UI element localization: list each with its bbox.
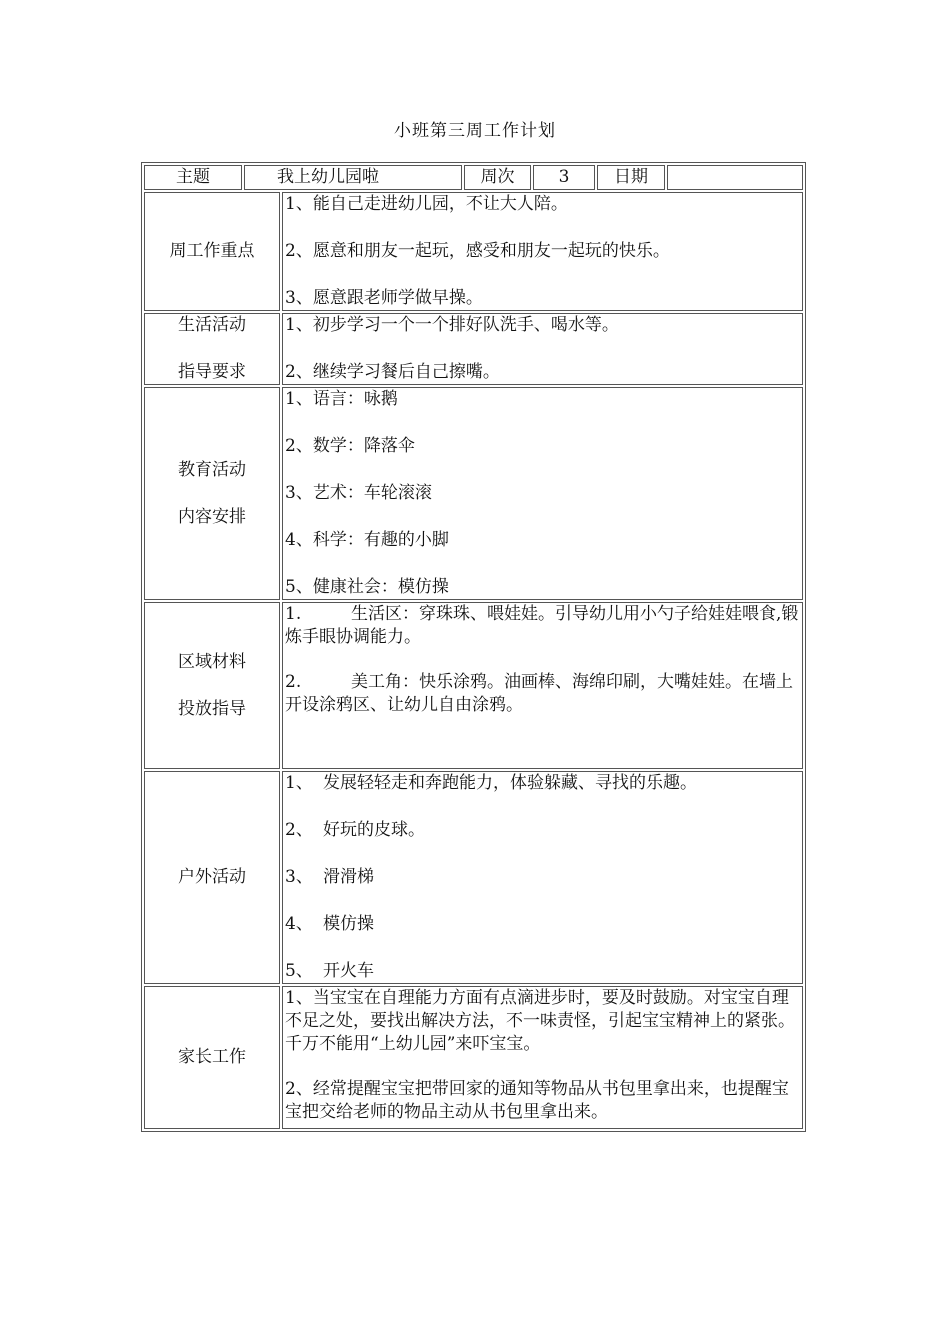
education-item: 4、科学：有趣的小脚 — [285, 530, 449, 550]
parents-label — [144, 986, 280, 1129]
life-label — [144, 313, 280, 385]
area-item — [285, 603, 800, 649]
focus-item: 1、能自己走进幼儿园，不让大人陪。 — [285, 194, 568, 214]
date-label: 日期 — [597, 165, 665, 190]
week-label: 周次 — [464, 165, 531, 190]
area-row — [144, 602, 803, 769]
header-row — [144, 165, 803, 190]
parents-item: 1、当宝宝在自理能力方面有点滴进步时，要及时鼓励。对宝宝自理不足之处，要找出解决方法，不一味责怪，引起宝宝精神上的紧张。千万不能用“上幼儿园”来吓宝宝。 — [285, 988, 795, 1054]
outdoor-item-text: 好玩的皮球。 — [323, 820, 425, 840]
outdoor-label-text: 户外活动 — [178, 867, 246, 887]
life-label-line: 生活活动 — [178, 315, 246, 335]
education-item: 1、语言：咏鹅 — [285, 389, 398, 409]
theme-label: 主题 — [144, 165, 242, 190]
page-title: 小班第三周工作计划 — [394, 121, 556, 141]
outdoor-row — [144, 771, 803, 984]
outdoor-item — [285, 913, 800, 936]
week-value: 3 — [533, 165, 595, 190]
focus-label — [144, 192, 280, 311]
outdoor-item-text: 发展轻轻走和奔跑能力，体验躲藏、寻找的乐趣。 — [323, 773, 697, 793]
education-label-line: 内容安排 — [178, 506, 246, 527]
area-item-number: 2. — [285, 672, 302, 692]
outdoor-content — [282, 771, 803, 984]
outdoor-item-number: 3、 — [285, 867, 313, 887]
outdoor-item — [285, 819, 800, 842]
education-item: 3、艺术：车轮滚滚 — [285, 483, 432, 503]
education-content — [282, 387, 803, 600]
life-content — [282, 313, 803, 385]
outdoor-item — [285, 866, 800, 889]
theme-value: 我上幼儿园啦 — [244, 165, 462, 190]
life-item: 2、继续学习餐后自己擦嘴。 — [285, 362, 500, 382]
area-label-line: 区域材料 — [178, 651, 246, 672]
life-row — [144, 313, 803, 385]
focus-label-text: 周工作重点 — [169, 241, 255, 261]
education-label-line: 教育活动 — [178, 459, 246, 480]
education-item: 2、数学：降落伞 — [285, 436, 415, 456]
focus-item: 3、愿意跟老师学做早操。 — [285, 288, 483, 308]
education-row — [144, 387, 803, 600]
outdoor-item-number: 1、 — [285, 773, 313, 793]
education-item: 5、健康社会：模仿操 — [285, 577, 449, 597]
outdoor-item — [285, 960, 800, 983]
parents-content — [282, 986, 803, 1129]
parents-item: 2、经常提醒宝宝把带回家的通知等物品从书包里拿出来，也提醒宝宝把交给老师的物品主动从书包里拿出来。 — [285, 1079, 789, 1122]
outdoor-item-text: 模仿操 — [323, 914, 374, 934]
outdoor-item-number: 5、 — [285, 961, 313, 981]
area-content — [282, 602, 803, 769]
education-label — [144, 387, 280, 600]
focus-content — [282, 192, 803, 311]
life-label-line: 指导要求 — [178, 362, 246, 382]
area-item-text: 美工角：快乐涂鸦。油画棒、海绵印刷，大嘴娃娃。在墙上开设涂鸦区、让幼儿自由涂鸦。 — [285, 672, 793, 715]
focus-row — [144, 192, 803, 311]
area-item-number: 1. — [285, 604, 302, 624]
area-item — [285, 671, 800, 717]
outdoor-item-number: 4、 — [285, 914, 313, 934]
area-item-text: 生活区：穿珠珠、喂娃娃。引导幼儿用小勺子给娃娃喂食,锻炼手眼协调能力。 — [285, 604, 799, 647]
area-label-line: 投放指导 — [178, 698, 246, 719]
weekly-plan-table — [141, 162, 806, 1132]
outdoor-item-text: 开火车 — [323, 961, 374, 981]
date-value — [667, 165, 803, 190]
parents-row — [144, 986, 803, 1129]
life-item: 1、初步学习一个一个排好队洗手、喝水等。 — [285, 315, 619, 335]
outdoor-item — [285, 772, 800, 795]
focus-item: 2、愿意和朋友一起玩，感受和朋友一起玩的快乐。 — [285, 241, 670, 261]
area-label — [144, 602, 280, 769]
parents-label-text: 家长工作 — [178, 1047, 246, 1067]
outdoor-label — [144, 771, 280, 984]
outdoor-item-text: 滑滑梯 — [323, 867, 374, 887]
outdoor-item-number: 2、 — [285, 820, 313, 840]
